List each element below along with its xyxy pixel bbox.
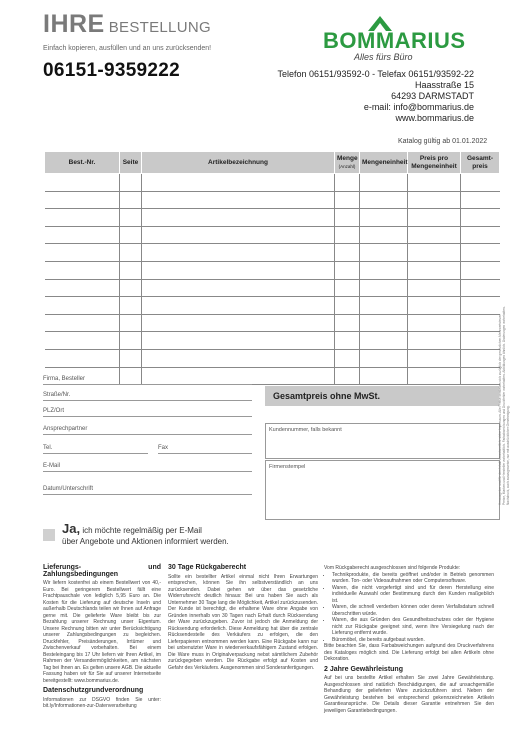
order-cell[interactable] bbox=[408, 191, 461, 209]
order-cell[interactable] bbox=[120, 297, 142, 315]
order-cell[interactable] bbox=[461, 332, 500, 350]
contact-city: 64293 DARMSTADT bbox=[391, 91, 474, 101]
order-cell[interactable] bbox=[360, 332, 408, 350]
order-cell[interactable] bbox=[360, 367, 408, 385]
field-email[interactable]: E-Mail bbox=[43, 455, 252, 472]
col-best-nr: Best.-Nr. bbox=[45, 152, 120, 174]
terms-column-1 bbox=[43, 565, 161, 710]
col-gesamtpreis: Gesamt-preis bbox=[461, 152, 500, 174]
order-cell[interactable] bbox=[335, 226, 360, 244]
order-cell[interactable] bbox=[120, 209, 142, 227]
order-cell[interactable] bbox=[461, 297, 500, 315]
newsletter-text: Ja, ich möchte regelmäßig per E-Mail über Angebote und Aktionen informiert werden. bbox=[62, 521, 229, 546]
warranty-text: Auf bei uns bestellte Artikel erhalten Sie zwei Jahre Gewährleistung. Ausgeschlossen sind natürlich Beschädigungen, die auf unsachgemäße Behandlung der gelieferten Ware zurückzuführen sind. Neben der Gewährleistung bestehen bei entsprechend gekennzeichneten Artikeln Garantieansprüche. Die Details dieser Garantie entnehmen Sie den jeweiligen Garantiebedingungen. bbox=[324, 675, 494, 714]
color-note: Bitte beachten Sie, dass Farbabweichungen aufgrund des Druckverfahrens des Kataloges möglich sind. Die Lieferung erfolgt bei allen Artikeln ohne Dekoration. bbox=[324, 643, 494, 662]
order-cell[interactable] bbox=[142, 174, 335, 192]
order-cell[interactable] bbox=[408, 261, 461, 279]
table-row bbox=[45, 349, 500, 367]
terms-column-2 bbox=[168, 565, 318, 671]
list-item: • Waren, die schnell verderben können oder deren Verfallsdatum schnell überschritten würde. bbox=[332, 604, 494, 617]
order-cell[interactable] bbox=[45, 332, 120, 350]
order-cell[interactable] bbox=[45, 314, 120, 332]
order-cell[interactable] bbox=[120, 349, 142, 367]
order-cell[interactable] bbox=[461, 349, 500, 367]
order-cell[interactable] bbox=[335, 279, 360, 297]
table-row bbox=[45, 297, 500, 315]
title-bold: IHRE bbox=[43, 10, 105, 38]
company-logo bbox=[318, 14, 468, 66]
order-cell[interactable] bbox=[461, 191, 500, 209]
contact-block bbox=[262, 69, 474, 124]
subtitle: Einfach kopieren, ausfüllen und an uns zurücksenden! bbox=[43, 45, 212, 52]
order-cell[interactable] bbox=[461, 226, 500, 244]
order-cell[interactable] bbox=[461, 279, 500, 297]
field-datum-unterschrift[interactable]: Datum/Unterschrift bbox=[43, 478, 252, 495]
col-preis-pro-einheit: Preis pro Mengeneinheit bbox=[408, 152, 461, 174]
table-row bbox=[45, 226, 500, 244]
order-cell[interactable] bbox=[120, 332, 142, 350]
list-item: • Büromöbel, die bereits aufgebaut wurden. bbox=[332, 637, 494, 644]
order-cell[interactable] bbox=[45, 191, 120, 209]
order-cell[interactable] bbox=[335, 332, 360, 350]
order-cell[interactable] bbox=[360, 244, 408, 262]
privacy-text: Informationen zur DSGVO finden Sie unter: bit.ly/Informationen-zur-Datenverarbeitung bbox=[43, 696, 161, 709]
col-menge-note: (Anzahl) bbox=[338, 163, 356, 169]
order-cell[interactable] bbox=[408, 226, 461, 244]
order-cell[interactable] bbox=[360, 261, 408, 279]
col-mengeneinheit: Mengeneinheit bbox=[360, 152, 408, 174]
order-cell[interactable] bbox=[120, 191, 142, 209]
order-cell[interactable] bbox=[142, 261, 335, 279]
order-cell[interactable] bbox=[120, 226, 142, 244]
order-cell[interactable] bbox=[461, 314, 500, 332]
return-text: Sollte ein bestellter Artikel einmal nicht Ihren Erwartungen entsprechen, können Sie ihn selbstverständlich an uns zurücksenden. Dabei gehen wir über das gesetzliche Widerrufsrecht deutlich hinaus: Bei uns haben Sie auch als Unternehmer 30 Tage lang die Möglichkeit, Artikel zurückzusenden. Der Kunde ist berechtigt, die erhaltene Ware ohne Angabe von Gründen innerhalb von 30 Tagen nach Erhalt durch Rücksendung der Ware zurückzugeben. Zuvor ist jedoch die Anmeldung der Rücksendung erforderlich. Diese Anmeldung hat über die zentrale Rücksendestelle des Verkäufers zu erfolgen, die den Lieferpapieren entnommen werden kann. Eine Rückgabe kann nur bei unbenutzter Ware in wiederverkaufsfähigem Zustand erfolgen. Die Ware muss in Originalverpackung nebst sämtlichem Zubehör zurückgegeben werden. Die Rückgabe erfolgt auf Kosten und Gefahr des Verkäufers. Ausgenommen sind Sonderanfertigungen. bbox=[168, 573, 318, 671]
col-menge bbox=[335, 152, 360, 174]
order-cell[interactable] bbox=[142, 209, 335, 227]
order-cell[interactable] bbox=[408, 174, 461, 192]
contact-email[interactable]: e-mail: info@bommarius.de bbox=[363, 102, 474, 112]
field-fax[interactable]: Fax bbox=[158, 437, 252, 454]
order-cell[interactable] bbox=[45, 244, 120, 262]
order-cell[interactable] bbox=[408, 209, 461, 227]
contact-street: Haasstraße 15 bbox=[414, 80, 474, 90]
order-cell[interactable] bbox=[461, 174, 500, 192]
col-seite: Seite bbox=[120, 152, 142, 174]
order-cell[interactable] bbox=[360, 191, 408, 209]
order-cell[interactable] bbox=[335, 314, 360, 332]
order-cell[interactable] bbox=[335, 244, 360, 262]
order-cell[interactable] bbox=[142, 349, 335, 367]
order-cell[interactable] bbox=[142, 279, 335, 297]
field-tel[interactable]: Tel. bbox=[43, 437, 148, 454]
table-row bbox=[45, 191, 500, 209]
order-cell[interactable] bbox=[461, 367, 500, 385]
order-cell[interactable] bbox=[461, 244, 500, 262]
contact-phone-fax: Telefon 06151/93592-0 - Telefax 06151/93592-22 bbox=[277, 69, 474, 79]
order-cell[interactable] bbox=[142, 314, 335, 332]
logo-tagline: Alles fürs Büro bbox=[354, 52, 413, 62]
page-title bbox=[43, 10, 211, 39]
order-cell[interactable] bbox=[408, 279, 461, 297]
order-cell[interactable] bbox=[360, 349, 408, 367]
order-cell[interactable] bbox=[335, 174, 360, 192]
order-cell[interactable] bbox=[335, 261, 360, 279]
order-table bbox=[44, 151, 500, 385]
order-cell[interactable] bbox=[335, 367, 360, 385]
order-cell[interactable] bbox=[45, 174, 120, 192]
order-cell[interactable] bbox=[408, 314, 461, 332]
order-cell[interactable] bbox=[45, 279, 120, 297]
exclusions-intro: Vom Rückgaberecht ausgeschlossen sind folgende Produkte: bbox=[324, 565, 461, 571]
newsletter-checkbox[interactable] bbox=[43, 529, 55, 541]
table-row bbox=[45, 244, 500, 262]
col-artikelbezeichnung: Artikelbezeichnung bbox=[142, 152, 335, 174]
list-item: • Technikprodukte, die bereits geöffnet und/oder in Betrieb genommen wurden. Ton- oder Videoaufnahmen oder Computersoftware. bbox=[332, 572, 494, 585]
field-firma[interactable]: Firma, Besteller bbox=[43, 368, 252, 385]
field-plz-ort[interactable]: PLZ/Ort bbox=[43, 400, 252, 417]
return-heading: 30 Tage Rückgaberecht bbox=[168, 564, 247, 571]
order-cell[interactable] bbox=[360, 314, 408, 332]
order-cell[interactable] bbox=[335, 191, 360, 209]
order-cell[interactable] bbox=[142, 226, 335, 244]
order-cell[interactable] bbox=[360, 174, 408, 192]
order-cell[interactable] bbox=[45, 297, 120, 315]
list-item: • Waren, die nicht vorgefertigt sind und für deren Herstellung eine individuelle Auswahl oder Bestimmung durch den Kunden maßgeblich ist. bbox=[332, 585, 494, 605]
order-cell[interactable] bbox=[45, 226, 120, 244]
order-cell[interactable] bbox=[45, 349, 120, 367]
order-cell[interactable] bbox=[142, 332, 335, 350]
title-rest: BESTELLUNG bbox=[108, 19, 211, 36]
table-row bbox=[45, 279, 500, 297]
order-cell[interactable] bbox=[120, 279, 142, 297]
order-cell[interactable] bbox=[335, 297, 360, 315]
order-cell[interactable] bbox=[461, 209, 500, 227]
total-price-box[interactable] bbox=[265, 386, 499, 406]
order-cell[interactable] bbox=[120, 314, 142, 332]
logo-brand: BOMMARIUS bbox=[323, 28, 466, 53]
firmenstempel-box[interactable]: Firmenstempel bbox=[265, 460, 500, 520]
col-menge-label: Menge bbox=[337, 154, 358, 162]
order-cell[interactable] bbox=[408, 332, 461, 350]
order-cell[interactable] bbox=[335, 349, 360, 367]
table-row bbox=[45, 174, 500, 192]
field-strasse[interactable]: Straße/Nr. bbox=[43, 384, 252, 401]
order-cell[interactable] bbox=[408, 244, 461, 262]
order-cell[interactable] bbox=[120, 261, 142, 279]
order-cell[interactable] bbox=[45, 209, 120, 227]
order-cell[interactable] bbox=[461, 261, 500, 279]
order-cell[interactable] bbox=[360, 209, 408, 227]
order-cell[interactable] bbox=[408, 367, 461, 385]
fax-number: 06151-9359222 bbox=[43, 60, 181, 81]
kundennummer-box[interactable]: Kundennummer, falls bekannt bbox=[265, 423, 500, 459]
exclusions-list bbox=[324, 572, 494, 644]
delivery-heading: Lieferungs- und Zahlungsbedingungen bbox=[43, 564, 161, 578]
side-legal-note: Herausgeber und für den Inhalt verantwortlich: siehe Impressum. Alle Preise verstehen sich zuzüglich der gesetzlichen Mehrwertsteuer. Preise, Marken und Hersteller vorbehaltlich. Farbabweichungen und Druckfehler vorbehalten. Abbildungen ähnlich. Änderungen vorbehalten. Nachdruck, auch auszugsweise, nur mit ausdrücklicher Genehmigung. bbox=[498, 306, 510, 505]
field-ansprechpartner[interactable]: Ansprechpartner bbox=[43, 418, 252, 435]
order-cell[interactable] bbox=[360, 226, 408, 244]
order-cell[interactable] bbox=[120, 174, 142, 192]
warranty-heading: 2 Jahre Gewährleistung bbox=[324, 665, 403, 673]
order-cell[interactable] bbox=[120, 244, 142, 262]
delivery-text: Wir liefern kostenfrei ab einem Bestellwert von 40,- Euro. Bei geringerem Bestellwert fällt eine Frachtpauschale von lediglich 5,95 Euro an. Die Kosten für die Lieferung auf deutsche Inseln und außerhalb Deutschlands teilen wir Ihnen auf Anfrage gerne mit. Die gelieferte Ware bleibt bis zur Bezahlung unserer Rechnung unser Eigentum. Unsere Rechnung bitten wir unter Berücksichtigung unserer Zahlungsbedingungen zu begleichen. Druckfehler, Preisänderungen, Irrtümer und Zwischenverkauf vorbehalten. Bei einem Besteleingang bis 17 Uhr liefern wir Ihren Artikel, im Rahmen der Versandermöglichkeiten, am nächsten Tag bei Ihnen an. Es gelten unsere AGB. Die aktuelle Fassung haben wir für Sie auf unserer Internetseite bereitgestellt: www.bommarius.de. bbox=[43, 580, 161, 684]
order-table-header bbox=[45, 152, 500, 174]
privacy-heading: Datenschutzgrundverordnung bbox=[43, 687, 144, 694]
order-cell[interactable] bbox=[142, 297, 335, 315]
order-cell[interactable] bbox=[45, 261, 120, 279]
order-cell[interactable] bbox=[335, 209, 360, 227]
table-row bbox=[45, 209, 500, 227]
order-cell[interactable] bbox=[408, 349, 461, 367]
contact-web[interactable]: www.bommarius.de bbox=[395, 113, 474, 123]
order-cell[interactable] bbox=[360, 297, 408, 315]
table-row bbox=[45, 261, 500, 279]
list-item: • Waren, die aus Gründen des Gesundheitsschutzes oder der Hygiene nicht zur Rückgabe geeignet sind, wenn ihre Versiegelung nach der Lieferung entfernt wurde. bbox=[332, 617, 494, 637]
order-cell[interactable] bbox=[360, 279, 408, 297]
total-price-label: Gesamtpreis ohne MwSt. bbox=[273, 391, 381, 401]
order-cell[interactable] bbox=[142, 244, 335, 262]
table-row bbox=[45, 332, 500, 350]
order-cell[interactable] bbox=[142, 191, 335, 209]
terms-column-3 bbox=[324, 565, 494, 714]
table-row bbox=[45, 314, 500, 332]
order-cell[interactable] bbox=[408, 297, 461, 315]
catalog-validity: Katalog gültig ab 01.01.2022 bbox=[398, 138, 488, 145]
